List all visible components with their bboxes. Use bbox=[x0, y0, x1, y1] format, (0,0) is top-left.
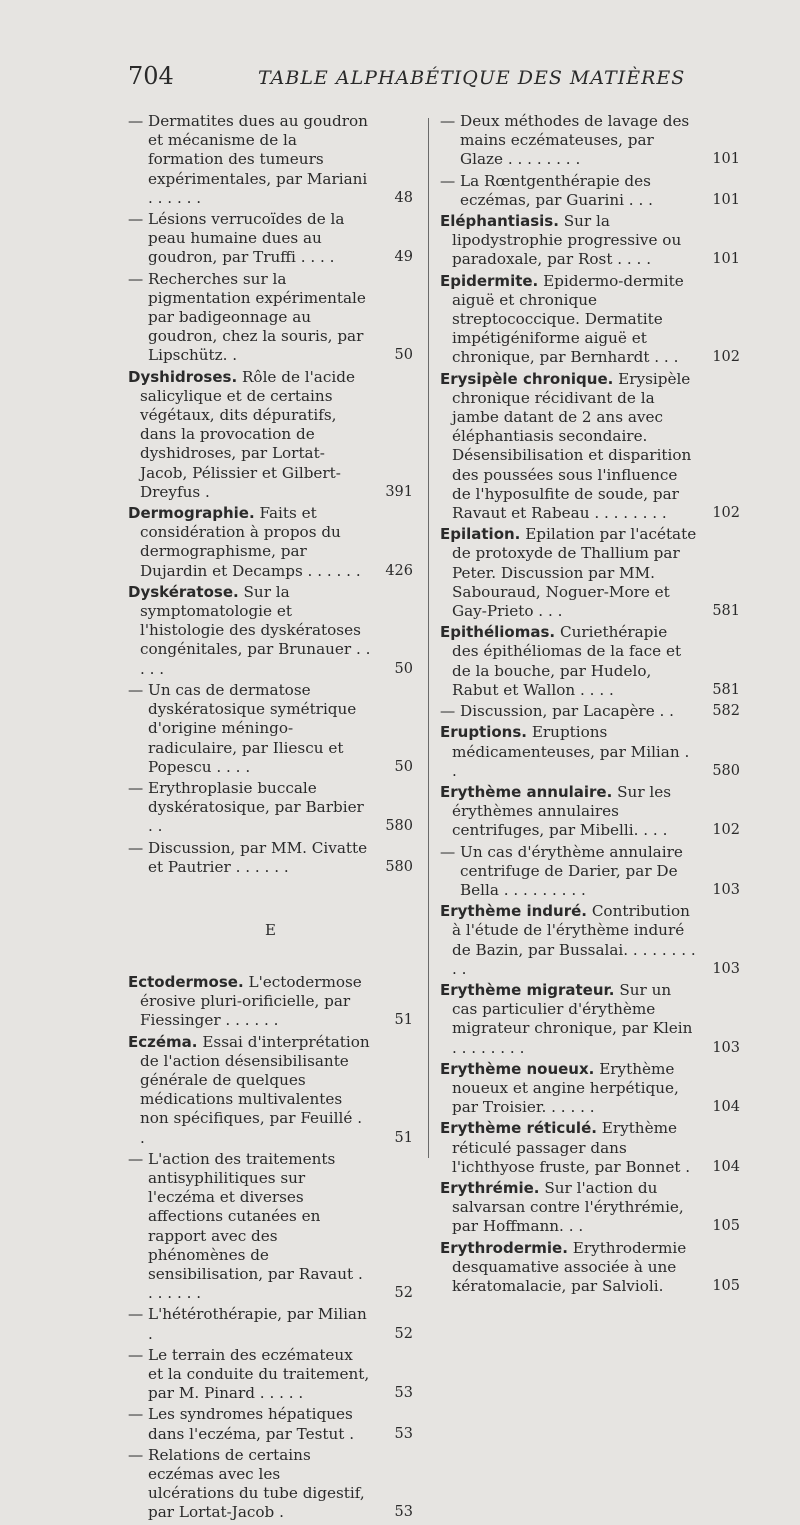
entry-term: Erythrémie. bbox=[440, 1178, 540, 1197]
index-entry bbox=[128, 504, 413, 581]
entry-description: — Discussion, par MM. Civatte et Pautrier . . . . . . bbox=[128, 838, 368, 876]
entry-text bbox=[128, 270, 371, 366]
left-entry-list bbox=[128, 112, 413, 877]
index-entry bbox=[440, 272, 740, 368]
entry-page-number: 103 bbox=[712, 881, 740, 898]
entry-page-number: 391 bbox=[385, 483, 413, 500]
entry-text bbox=[440, 112, 698, 170]
index-entry bbox=[440, 702, 740, 721]
entry-text bbox=[440, 1179, 698, 1237]
entry-term: Eczéma. bbox=[128, 1032, 198, 1051]
entry-term: Erythème réticulé. bbox=[440, 1119, 597, 1138]
index-entry bbox=[440, 723, 740, 781]
entry-term: Ectodermose. bbox=[128, 972, 244, 991]
entry-text bbox=[128, 1405, 371, 1443]
entry-text bbox=[128, 973, 371, 1031]
right-entry-list bbox=[440, 112, 740, 1296]
entry-page-number: 103 bbox=[712, 960, 740, 977]
entry-text bbox=[128, 1150, 371, 1304]
entry-term: Erythème induré. bbox=[440, 902, 587, 921]
entry-description: Epidermo-dermite aiguë et chronique streptococcique. Dermatite impétigéniforme aiguë et chronique, par Bernhardt . . . bbox=[452, 271, 684, 367]
entry-text bbox=[128, 368, 371, 502]
entry-term: Dyskératose. bbox=[128, 582, 239, 601]
entry-description: — La Rœntgenthérapie des eczémas, par Guarini . . . bbox=[440, 171, 653, 209]
entry-text bbox=[440, 623, 698, 700]
index-entry bbox=[128, 210, 413, 268]
entry-text bbox=[440, 1119, 698, 1177]
entry-term: Erythème noueux. bbox=[440, 1059, 595, 1078]
page-number: 704 bbox=[128, 62, 174, 90]
entry-page-number: 581 bbox=[712, 681, 740, 698]
entry-text bbox=[128, 583, 371, 679]
entry-page-number: 52 bbox=[394, 1285, 413, 1302]
entry-text bbox=[440, 723, 698, 781]
index-entry bbox=[128, 270, 413, 366]
entry-description: L'ectodermose érosive pluri-orificielle, par Fiessinger . . . . . . bbox=[140, 972, 362, 1030]
running-title: TABLE ALPHABÉTIQUE DES MATIÈRES bbox=[258, 67, 686, 89]
index-entry bbox=[440, 370, 740, 524]
entry-description: Erythrodermie desquamative associée à une kératomalacie, par Salvioli. bbox=[452, 1238, 687, 1295]
section-letter: E bbox=[265, 920, 276, 939]
entry-term: Epidermite. bbox=[440, 271, 539, 290]
index-entry bbox=[440, 525, 740, 621]
entry-text bbox=[440, 1239, 698, 1297]
entry-page-number: 102 bbox=[712, 505, 740, 522]
entry-page-number: 426 bbox=[385, 562, 413, 579]
index-entry bbox=[440, 212, 740, 270]
entry-page-number: 104 bbox=[712, 1099, 740, 1116]
entry-term: Erythème migrateur. bbox=[440, 980, 615, 999]
entry-description: Curiethérapie des épithéliomas de la face et de la bouche, par Hudelo, Rabut et Wallon . . . . bbox=[452, 623, 682, 699]
entry-term: Erythème annulaire. bbox=[440, 782, 613, 801]
entry-text bbox=[440, 702, 698, 721]
entry-description: Faits et considération à propos du dermographisme, par Dujardin et Decamps . . . . . . bbox=[140, 504, 361, 580]
index-entry bbox=[440, 843, 740, 901]
index-entry bbox=[128, 1346, 413, 1404]
index-entry bbox=[440, 783, 740, 841]
index-entry bbox=[128, 1405, 413, 1443]
entry-page-number: 580 bbox=[385, 818, 413, 835]
entry-page-number: 105 bbox=[712, 1277, 740, 1294]
entry-description: — Relations de certains eczémas avec les ulcérations du tube digestif, par Lortat-Jacob . bbox=[128, 1445, 365, 1522]
entry-page-number: 52 bbox=[394, 1325, 413, 1342]
entry-description: Contribution à l'étude de l'érythème induré de Bazin, par Bussalai. . . . . . . . . . bbox=[452, 902, 696, 978]
index-entry bbox=[128, 973, 413, 1031]
entry-text bbox=[440, 902, 698, 979]
entry-page-number: 53 bbox=[394, 1385, 413, 1402]
entry-text bbox=[440, 212, 698, 270]
column-divider bbox=[428, 118, 429, 1158]
entry-text bbox=[128, 839, 371, 877]
index-entry bbox=[440, 1060, 740, 1118]
page-header bbox=[128, 62, 688, 92]
entry-description: — Erythroplasie buccale dyskératosique, par Barbier . . bbox=[128, 778, 364, 836]
entry-description: Sur l'action du salvarsan contre l'érythrémie, par Hoffmann. . . bbox=[452, 1178, 684, 1236]
entry-text bbox=[440, 525, 698, 621]
entry-page-number: 48 bbox=[394, 189, 413, 206]
index-entry bbox=[440, 981, 740, 1058]
entry-description: — Lésions verrucoïdes de la peau humaine dues au goudron, par Truffi . . . . bbox=[128, 210, 345, 267]
entry-term: Eléphantiasis. bbox=[440, 212, 559, 231]
entry-description: Epilation par l'acétate de protoxyde de Thallium par Peter. Discussion par MM. Sabouraud, Noguer-More et Gay-Prieto . . . bbox=[452, 525, 697, 621]
entry-text bbox=[440, 172, 698, 210]
entry-page-number: 581 bbox=[712, 603, 740, 620]
entry-page-number: 104 bbox=[712, 1158, 740, 1175]
index-entry bbox=[128, 839, 413, 877]
entry-description: — Les syndromes hépatiques dans l'eczéma, par Testut . bbox=[128, 1405, 355, 1443]
entry-description: Sur la lipodystrophie progressive ou paradoxale, par Rost . . . . bbox=[452, 212, 682, 269]
entry-page-number: 580 bbox=[385, 858, 413, 875]
entry-text bbox=[128, 112, 371, 208]
entry-page-number: 102 bbox=[712, 822, 740, 839]
entry-text bbox=[440, 272, 698, 368]
index-entry bbox=[440, 902, 740, 979]
entry-term: Dermographie. bbox=[128, 504, 255, 523]
entry-page-number: 582 bbox=[712, 703, 740, 720]
entry-term: Epithéliomas. bbox=[440, 623, 556, 642]
entry-text bbox=[128, 1033, 371, 1148]
entry-text bbox=[128, 681, 371, 777]
entry-term: Eruptions. bbox=[440, 723, 527, 742]
entry-description: Eruptions médicamenteuses, par Milian . . bbox=[452, 723, 690, 780]
entry-text bbox=[440, 843, 698, 901]
entry-description: — Recherches sur la pigmentation expérimentale par badigeonnage au goudron, chez la souris, par Lipschütz. . bbox=[128, 269, 366, 365]
entry-page-number: 50 bbox=[394, 758, 413, 775]
index-entry bbox=[440, 1239, 740, 1297]
left-column bbox=[128, 112, 413, 1525]
index-entry bbox=[440, 1179, 740, 1237]
entry-page-number: 49 bbox=[394, 249, 413, 266]
entry-page-number: 103 bbox=[712, 1039, 740, 1056]
index-entry bbox=[128, 681, 413, 777]
entry-page-number: 51 bbox=[394, 1129, 413, 1146]
index-entry bbox=[128, 583, 413, 679]
entry-text bbox=[440, 783, 698, 841]
entry-description: Sur les érythèmes annulaires centrifuges, par Mibelli. . . . bbox=[452, 782, 672, 840]
entry-description: Erythème réticulé passager dans l'ichthyose fruste, par Bonnet . bbox=[452, 1119, 691, 1176]
index-entry bbox=[440, 112, 740, 170]
entry-page-number: 50 bbox=[394, 660, 413, 677]
entry-page-number: 50 bbox=[394, 347, 413, 364]
entry-page-number: 101 bbox=[712, 251, 740, 268]
entry-page-number: 51 bbox=[394, 1012, 413, 1029]
entry-text bbox=[440, 1060, 698, 1118]
entry-term: Erythrodermie. bbox=[440, 1238, 568, 1257]
entry-page-number: 101 bbox=[712, 191, 740, 208]
entry-description: — Le terrain des eczémateux et la conduite du traitement, par M. Pinard . . . . . bbox=[128, 1345, 370, 1403]
entry-description: — Un cas d'érythème annulaire centrifuge de Darier, par De Bella . . . . . . . . . bbox=[440, 842, 683, 899]
index-entry bbox=[440, 623, 740, 700]
entry-page-number: 580 bbox=[712, 762, 740, 779]
entry-description: Sur la symptomatologie et l'histologie des dyskératoses congénitales, par Brunauer . . . . . bbox=[140, 582, 371, 678]
index-entry bbox=[440, 172, 740, 210]
entry-text bbox=[440, 370, 698, 524]
entry-text bbox=[128, 1446, 371, 1523]
entry-page-number: 105 bbox=[712, 1218, 740, 1235]
entry-text bbox=[128, 779, 371, 837]
index-entry bbox=[128, 1305, 413, 1343]
entry-description: — Un cas de dermatose dyskératosique symétrique d'origine méningo-radiculaire, par Iliescu et Popescu . . . . bbox=[128, 680, 357, 776]
index-entry bbox=[128, 368, 413, 502]
index-entry bbox=[128, 1033, 413, 1148]
right-column bbox=[440, 112, 740, 1298]
entry-page-number: 53 bbox=[394, 1425, 413, 1442]
entry-description: Rôle de l'acide salicylique et de certains végétaux, dits dépuratifs, dans la provocation de dyshidroses, par Lortat-Jacob, Pélissier et Gilbert-Dreyfus . bbox=[140, 367, 355, 501]
left-entry-list-e bbox=[128, 973, 413, 1523]
entry-description: — L'hétérothérapie, par Milian . bbox=[128, 1305, 367, 1343]
entry-description: — Discussion, par Lacapère . . bbox=[440, 702, 674, 721]
entry-description: Erysipèle chronique récidivant de la jambe datant de 2 ans avec éléphantiasis secondaire. Désensibilisation et disparition des poussées sous l'influence de l'hyposulfite de soude, par Ravaut et Rabeau . . . . . . . . bbox=[452, 369, 692, 523]
entry-page-number: 101 bbox=[712, 151, 740, 168]
entry-text bbox=[128, 504, 371, 581]
entry-text bbox=[440, 981, 698, 1058]
entry-term: Erysipèle chronique. bbox=[440, 369, 614, 388]
index-entry bbox=[128, 779, 413, 837]
entry-text bbox=[128, 210, 371, 268]
entry-page-number: 53 bbox=[394, 1504, 413, 1521]
entry-text bbox=[128, 1305, 371, 1343]
index-entry bbox=[440, 1119, 740, 1177]
index-entry bbox=[128, 1446, 413, 1523]
entry-description: Sur un cas particulier d'érythème migrateur chronique, par Klein . . . . . . . . bbox=[452, 980, 693, 1057]
entry-description: — Deux méthodes de lavage des mains eczémateuses, par Glaze . . . . . . . . bbox=[440, 112, 690, 169]
entry-page-number: 102 bbox=[712, 349, 740, 366]
index-entry bbox=[128, 112, 413, 208]
entry-description: Essai d'interprétation de l'action désensibilisante générale de quelques médications multivalentes non spécifiques, par Feuillé . . bbox=[140, 1032, 370, 1147]
entry-term: Epilation. bbox=[440, 525, 521, 544]
entry-term: Dyshidroses. bbox=[128, 367, 238, 386]
entry-text bbox=[128, 1346, 371, 1404]
entry-description: — L'action des traitements antisyphilitiques sur l'eczéma et diverses affections cutanées en rapport avec des phénomènes de sensibilisation, par Ravaut . . . . . . . bbox=[128, 1149, 363, 1303]
entry-description: Erythème noueux et angine herpétique, par Troisier. . . . . . bbox=[452, 1059, 679, 1117]
entry-description: — Dermatites dues au goudron et mécanisme de la formation des tumeurs expérimentales, par Mariani . . . . . . bbox=[128, 112, 368, 207]
index-entry bbox=[128, 1150, 413, 1304]
